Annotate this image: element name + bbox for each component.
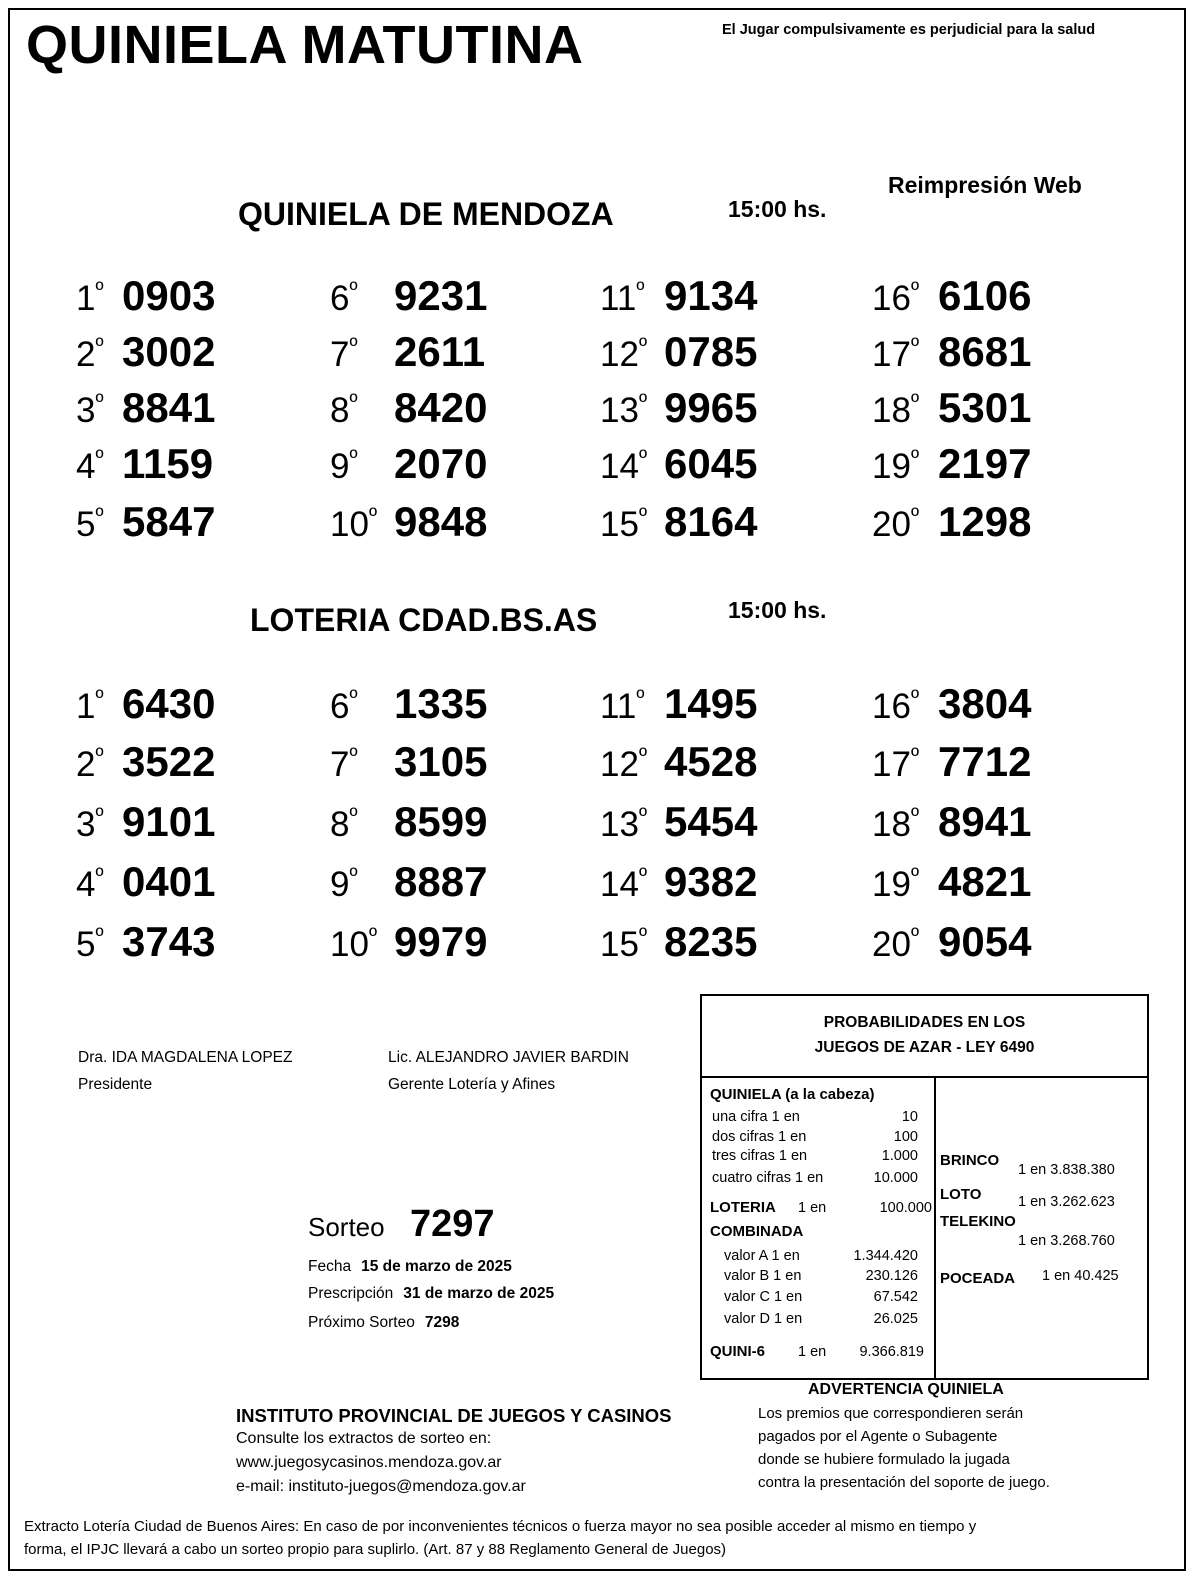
result-position-number: 11: [600, 279, 637, 318]
combinada-prob-title: COMBINADA: [710, 1223, 804, 1240]
ordinal-mark: º: [910, 445, 919, 470]
result-number: 8599: [394, 798, 488, 845]
result-position: [76, 687, 116, 727]
result-position-number: 2: [76, 335, 96, 374]
ordinal-mark: º: [95, 503, 104, 528]
result-number: 4821: [938, 858, 1032, 905]
result-number: 9134: [664, 272, 758, 319]
ordinal-mark: º: [349, 685, 358, 710]
result-position: [872, 805, 932, 845]
result-position-number: 19: [872, 865, 911, 904]
result-number: 1298: [938, 498, 1032, 545]
probabilities-title: [702, 996, 1147, 1078]
ordinal-mark: º: [368, 503, 377, 528]
result-number: 3743: [122, 918, 216, 965]
poceada-prob-value: 1 en 40.425: [1042, 1268, 1119, 1284]
ordinal-mark: º: [349, 863, 358, 888]
advertencia-title: ADVERTENCIA QUINIELA: [808, 1381, 1004, 1398]
result-position-number: 14: [600, 447, 639, 486]
ordinal-mark: º: [910, 389, 919, 414]
result-number: 6106: [938, 272, 1032, 319]
result-position-number: 16: [872, 687, 911, 726]
ordinal-mark: º: [638, 445, 647, 470]
result-position-number: 19: [872, 447, 911, 486]
prob-row-label: valor D 1 en: [724, 1311, 803, 1327]
mendoza-result-6: [330, 272, 504, 320]
president-role: Presidente: [78, 1076, 153, 1093]
result-position-number: 8: [330, 391, 350, 430]
result-position-number: 15: [600, 925, 639, 964]
mendoza-time: 15:00 hs.: [728, 196, 827, 222]
result-number: 9054: [938, 918, 1032, 965]
mendoza-result-16: [872, 272, 1048, 320]
loteria-prob-en: 1 en: [798, 1200, 827, 1216]
result-position: [872, 865, 932, 905]
bsas-result-5: [76, 918, 232, 966]
result-position-number: 5: [76, 925, 96, 964]
ordinal-mark: º: [349, 333, 358, 358]
reprint-label: Reimpresión Web: [888, 172, 1082, 198]
ordinal-mark: º: [95, 445, 104, 470]
institute-name: INSTITUTO PROVINCIAL DE JUEGOS Y CASINOS: [236, 1405, 672, 1426]
result-position: [600, 447, 658, 487]
result-position-number: 14: [600, 865, 639, 904]
ordinal-mark: º: [95, 923, 104, 948]
result-position: [76, 925, 116, 965]
proximo-label: Próximo Sorteo: [308, 1314, 415, 1331]
result-number: 9101: [122, 798, 216, 845]
bsas-result-3: [76, 798, 232, 846]
prob-row-label: valor C 1 en: [724, 1289, 803, 1305]
footer-line2: forma, el IPJC llevará a cabo un sorteo propio para suplirlo. (Art. 87 y 88 Reglamento General de Juegos): [24, 1541, 727, 1558]
quiniela-prob-title: QUINIELA (a la cabeza): [710, 1086, 875, 1103]
result-number: 4528: [664, 738, 758, 785]
result-position-number: 9: [330, 865, 350, 904]
result-number: 8681: [938, 328, 1032, 375]
result-position-number: 18: [872, 805, 911, 844]
advertencia-line: Los premios que correspondieren serán: [758, 1405, 1024, 1422]
institute-email: e-mail: instituto-juegos@mendoza.gov.ar: [236, 1478, 526, 1495]
ordinal-mark: º: [910, 803, 919, 828]
ordinal-mark: º: [95, 863, 104, 888]
proximo-value: 7298: [424, 1314, 460, 1331]
sorteo-label: Sorteo: [308, 1212, 385, 1242]
result-number: 5847: [122, 498, 216, 545]
result-position-number: 18: [872, 391, 911, 430]
result-position: [330, 505, 388, 545]
prob-row-value: 1.000: [881, 1148, 918, 1164]
result-position-number: 13: [600, 391, 639, 430]
result-position: [330, 745, 388, 785]
bsas-result-4: [76, 858, 232, 906]
result-position: [76, 745, 116, 785]
loto-prob-value: 1 en 3.262.623: [1018, 1194, 1115, 1210]
prob-row-label: valor B 1 en: [724, 1268, 802, 1284]
result-position-number: 6: [330, 279, 350, 318]
president-name: Dra. IDA MAGDALENA LOPEZ: [78, 1049, 293, 1066]
mendoza-result-19: [872, 440, 1048, 488]
result-position: [76, 447, 116, 487]
result-position-number: 4: [76, 447, 96, 486]
result-position-number: 20: [872, 505, 911, 544]
prob-row-value: 230.126: [865, 1268, 918, 1284]
ordinal-mark: º: [910, 923, 919, 948]
result-number: 6430: [122, 680, 216, 727]
probabilities-title-line2: JUEGOS DE AZAR - LEY 6490: [814, 1039, 1035, 1056]
result-position: [600, 865, 658, 905]
result-position-number: 8: [330, 805, 350, 844]
ordinal-mark: º: [638, 923, 647, 948]
ordinal-mark: º: [95, 389, 104, 414]
mendoza-result-13: [600, 384, 774, 432]
result-position: [600, 925, 658, 965]
result-number: 8164: [664, 498, 758, 545]
signature-president: [78, 1044, 292, 1098]
result-number: 5301: [938, 384, 1032, 431]
ordinal-mark: º: [349, 277, 358, 302]
result-position-number: 3: [76, 805, 96, 844]
prescripcion-value: 31 de marzo de 2025: [403, 1285, 555, 1302]
fecha-value: 15 de marzo de 2025: [361, 1258, 512, 1275]
mendoza-result-5: [76, 498, 232, 546]
gambling-warning: El Jugar compulsivamente es perjudicial para la salud: [722, 22, 1096, 38]
bsas-result-8: [330, 798, 504, 846]
result-position-number: 12: [600, 335, 639, 374]
mendoza-result-14: [600, 440, 774, 488]
result-position-number: 13: [600, 805, 639, 844]
ordinal-mark: º: [910, 863, 919, 888]
bsas-result-2: [76, 738, 232, 786]
brinco-prob-value: 1 en 3.838.380: [1018, 1162, 1115, 1178]
result-number: 2611: [394, 328, 486, 375]
bsas-result-14: [600, 858, 774, 906]
loteria-prob-label: LOTERIA: [710, 1199, 776, 1216]
mendoza-result-11: [600, 272, 774, 320]
prescripcion-row: [308, 1285, 554, 1303]
result-number: 3002: [122, 328, 216, 375]
mendoza-result-7: [330, 328, 504, 376]
bsas-result-18: [872, 798, 1048, 846]
prob-row-value: 67.542: [873, 1289, 918, 1305]
result-position: [872, 447, 932, 487]
bsas-result-15: [600, 918, 774, 966]
result-position-number: 2: [76, 745, 96, 784]
bsas-result-13: [600, 798, 774, 846]
page-title: QUINIELA MATUTINA: [26, 15, 584, 75]
result-position-number: 12: [600, 745, 639, 784]
result-number: 3105: [394, 738, 488, 785]
quini6-prob-en: 1 en: [798, 1344, 827, 1360]
footer-line1: Extracto Lotería Ciudad de Buenos Aires: En caso de por inconvenientes técnicos o fuerza mayor no sea posible acceder al mismo en tiempo y: [24, 1518, 977, 1535]
result-position: [872, 687, 932, 727]
result-position: [330, 687, 388, 727]
result-position-number: 20: [872, 925, 911, 964]
result-position-number: 6: [330, 687, 350, 726]
result-position: [600, 805, 658, 845]
result-position-number: 10: [330, 925, 369, 964]
result-position: [872, 391, 932, 431]
result-position: [872, 279, 932, 319]
result-number: 9965: [664, 384, 758, 431]
result-position: [330, 925, 388, 965]
bsas-title: LOTERIA CDAD.BS.AS: [250, 602, 598, 638]
result-number: 6045: [664, 440, 758, 487]
result-number: 1159: [122, 440, 214, 487]
sorteo-number: 7297: [410, 1203, 495, 1245]
result-position: [872, 505, 932, 545]
result-position: [872, 925, 932, 965]
prob-row-label: cuatro cifras 1 en: [712, 1170, 824, 1186]
ordinal-mark: º: [638, 743, 647, 768]
bsas-result-17: [872, 738, 1048, 786]
bsas-result-16: [872, 680, 1048, 728]
ordinal-mark: º: [638, 333, 647, 358]
result-number: 8941: [938, 798, 1032, 845]
bsas-result-12: [600, 738, 774, 786]
result-number: 8420: [394, 384, 488, 431]
mendoza-result-20: [872, 498, 1048, 546]
result-number: 8235: [664, 918, 758, 965]
ordinal-mark: º: [95, 277, 104, 302]
mendoza-title: QUINIELA DE MENDOZA: [238, 196, 614, 232]
result-position: [76, 391, 116, 431]
ordinal-mark: º: [95, 685, 104, 710]
ordinal-mark: º: [349, 803, 358, 828]
manager-name: Lic. ALEJANDRO JAVIER BARDIN: [388, 1049, 629, 1066]
result-position: [76, 279, 116, 319]
bsas-time: 15:00 hs.: [728, 597, 827, 623]
probabilities-title-line1: PROBABILIDADES EN LOS: [823, 1014, 1026, 1031]
prob-row-label: una cifra 1 en: [712, 1109, 800, 1125]
advertencia-line: contra la presentación del soporte de juego.: [758, 1474, 1050, 1491]
ordinal-mark: º: [636, 685, 645, 710]
telekino-prob-label: TELEKINO: [940, 1213, 1016, 1230]
quini6-prob-label: QUINI-6: [710, 1343, 766, 1360]
result-position-number: 7: [330, 745, 350, 784]
signature-manager: [388, 1044, 629, 1098]
result-position: [872, 745, 932, 785]
result-number: 5454: [664, 798, 758, 845]
result-number: 3804: [938, 680, 1032, 727]
result-position-number: 5: [76, 505, 96, 544]
proximo-row: [308, 1314, 459, 1332]
prob-row-value: 100: [893, 1129, 918, 1145]
advertencia-line: pagados por el Agente o Subagente: [758, 1428, 998, 1445]
mendoza-result-3: [76, 384, 232, 432]
fecha-label: Fecha: [308, 1258, 352, 1275]
result-position-number: 4: [76, 865, 96, 904]
institute-consult: Consulte los extractos de sorteo en:: [236, 1430, 492, 1447]
result-position: [330, 865, 388, 905]
institute-website: www.juegosycasinos.mendoza.gov.ar: [236, 1454, 502, 1471]
ordinal-mark: º: [638, 389, 647, 414]
result-number: 1495: [664, 680, 758, 727]
result-position-number: 1: [76, 687, 96, 726]
result-position-number: 11: [600, 687, 637, 726]
result-number: 8841: [122, 384, 216, 431]
bsas-result-7: [330, 738, 504, 786]
result-number: 2197: [938, 440, 1032, 487]
result-position: [330, 279, 388, 319]
result-number: 0401: [122, 858, 216, 905]
result-position-number: 17: [872, 745, 911, 784]
manager-role: Gerente Lotería y Afines: [388, 1076, 556, 1093]
result-position: [330, 447, 388, 487]
prob-row-value: 10: [901, 1109, 918, 1125]
result-position: [872, 335, 932, 375]
result-number: 8887: [394, 858, 488, 905]
result-position-number: 16: [872, 279, 911, 318]
mendoza-result-18: [872, 384, 1048, 432]
result-position-number: 15: [600, 505, 639, 544]
ordinal-mark: º: [368, 923, 377, 948]
prob-row-label: dos cifras 1 en: [712, 1129, 807, 1145]
ordinal-mark: º: [638, 863, 647, 888]
ordinal-mark: º: [95, 743, 104, 768]
ordinal-mark: º: [349, 389, 358, 414]
probabilities-box: [700, 994, 1149, 1380]
result-position: [600, 335, 658, 375]
bsas-result-9: [330, 858, 504, 906]
mendoza-result-4: [76, 440, 232, 488]
result-number: 3522: [122, 738, 216, 785]
result-position: [76, 335, 116, 375]
result-position: [330, 335, 388, 375]
prob-row-value: 26.025: [873, 1311, 918, 1327]
mendoza-result-8: [330, 384, 504, 432]
result-position-number: 17: [872, 335, 911, 374]
result-number: 7712: [938, 738, 1032, 785]
bsas-result-10: [330, 918, 504, 966]
mendoza-result-15: [600, 498, 774, 546]
ordinal-mark: º: [95, 803, 104, 828]
result-position: [600, 505, 658, 545]
telekino-prob-value: 1 en 3.268.760: [1018, 1233, 1115, 1249]
result-position: [600, 745, 658, 785]
ordinal-mark: º: [638, 803, 647, 828]
result-position: [600, 391, 658, 431]
ordinal-mark: º: [349, 743, 358, 768]
mendoza-result-9: [330, 440, 504, 488]
probabilities-divider: [934, 1078, 936, 1378]
brinco-prob-label: BRINCO: [940, 1152, 1000, 1169]
result-number: 1335: [394, 680, 488, 727]
result-number: 9979: [394, 918, 488, 965]
result-number: 0785: [664, 328, 758, 375]
ordinal-mark: º: [636, 277, 645, 302]
result-number: 9848: [394, 498, 488, 545]
mendoza-result-17: [872, 328, 1048, 376]
result-position: [600, 279, 658, 319]
ordinal-mark: º: [910, 333, 919, 358]
advertencia-line: donde se hubiere formulado la jugada: [758, 1451, 1010, 1468]
mendoza-result-2: [76, 328, 232, 376]
result-number: 0903: [122, 272, 216, 319]
ordinal-mark: º: [910, 685, 919, 710]
bsas-result-20: [872, 918, 1048, 966]
result-position-number: 7: [330, 335, 350, 374]
quini6-prob-value: 9.366.819: [859, 1344, 924, 1360]
mendoza-result-1: [76, 272, 232, 320]
ordinal-mark: º: [910, 277, 919, 302]
bsas-result-1: [76, 680, 232, 728]
result-position: [76, 805, 116, 845]
loto-prob-label: LOTO: [940, 1186, 982, 1203]
prescripcion-label: Prescripción: [308, 1285, 394, 1302]
result-position: [76, 865, 116, 905]
result-position: [330, 391, 388, 431]
bsas-result-11: [600, 680, 774, 728]
bsas-result-6: [330, 680, 504, 728]
result-position-number: 9: [330, 447, 350, 486]
prob-row-value: 1.344.420: [853, 1248, 918, 1264]
mendoza-result-12: [600, 328, 774, 376]
ordinal-mark: º: [910, 503, 919, 528]
result-position-number: 3: [76, 391, 96, 430]
ordinal-mark: º: [95, 333, 104, 358]
loteria-prob-value: 100.000: [879, 1200, 932, 1216]
result-number: 9382: [664, 858, 758, 905]
mendoza-result-10: [330, 498, 504, 546]
result-number: 2070: [394, 440, 488, 487]
prob-row-label: tres cifras 1 en: [712, 1148, 808, 1164]
bsas-result-19: [872, 858, 1048, 906]
prob-row-value: 10.000: [873, 1170, 918, 1186]
result-position: [330, 805, 388, 845]
ordinal-mark: º: [349, 445, 358, 470]
result-position-number: 1: [76, 279, 96, 318]
result-number: 9231: [394, 272, 488, 319]
result-position-number: 10: [330, 505, 369, 544]
ordinal-mark: º: [638, 503, 647, 528]
result-position: [76, 505, 116, 545]
poceada-prob-label: POCEADA: [940, 1270, 1016, 1287]
ordinal-mark: º: [910, 743, 919, 768]
result-position: [600, 687, 658, 727]
fecha-row: [308, 1258, 512, 1276]
prob-row-label: valor A 1 en: [724, 1248, 800, 1264]
